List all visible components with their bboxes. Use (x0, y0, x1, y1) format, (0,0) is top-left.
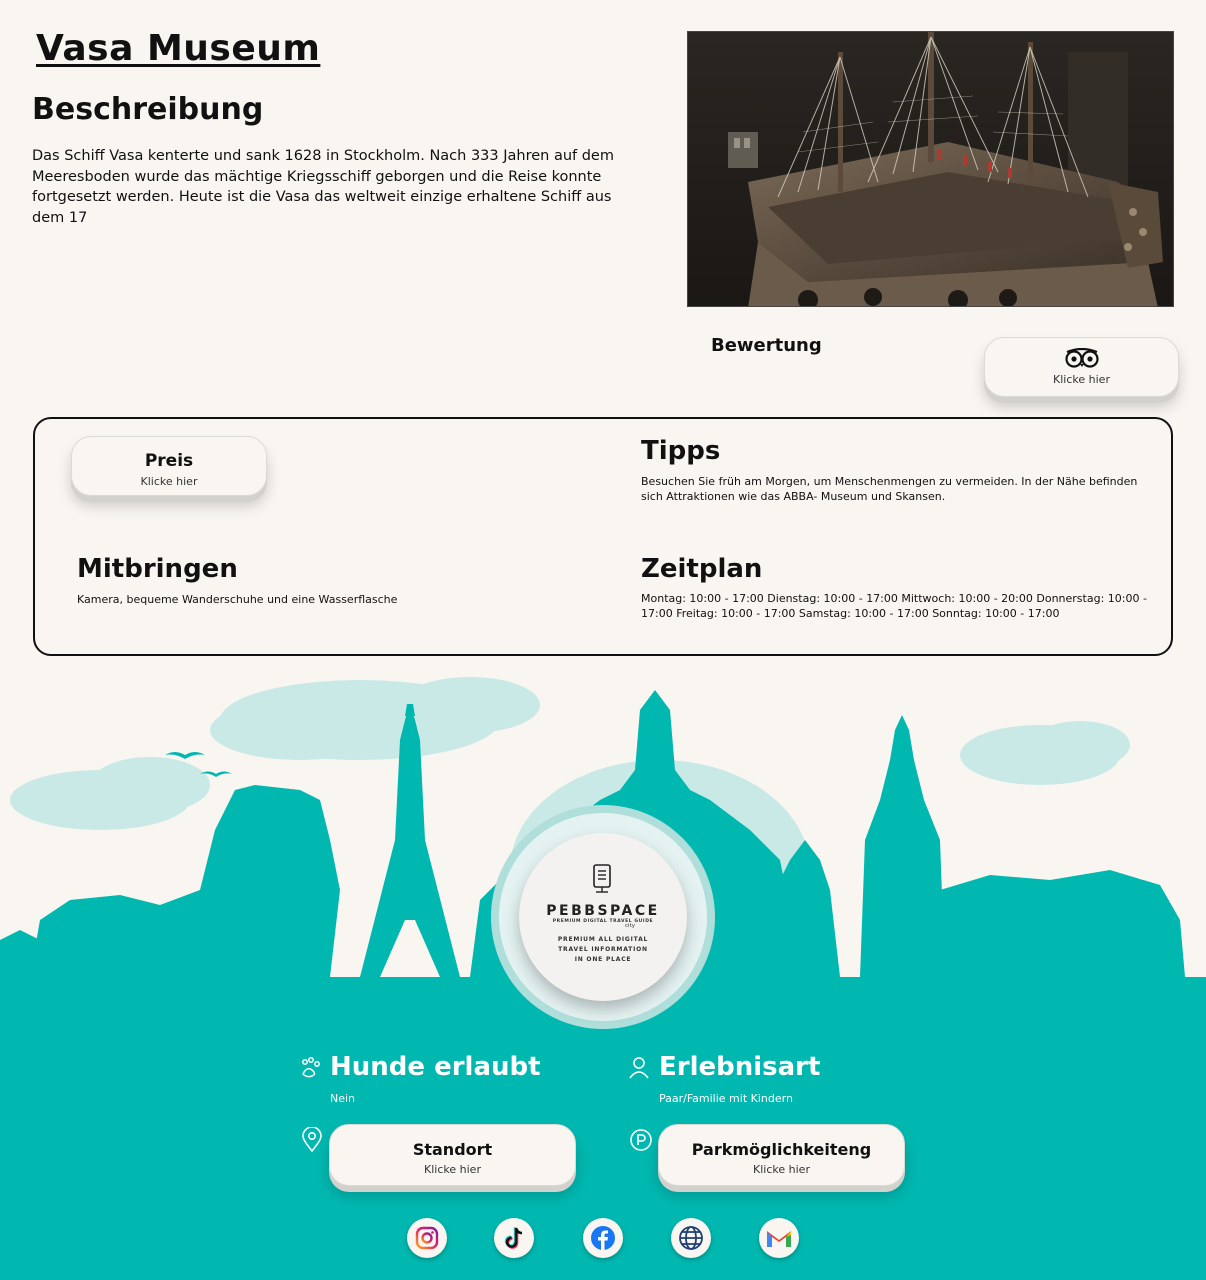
instagram-icon[interactable] (407, 1218, 447, 1258)
location-button-title: Standort (412, 1140, 493, 1159)
description-heading: Beschreibung (32, 92, 264, 127)
page-title: Vasa Museum (36, 28, 321, 69)
price-button-title: Preis (144, 451, 194, 471)
schedule-heading: Zeitplan (641, 554, 763, 584)
paw-icon (299, 1056, 323, 1084)
gmail-icon[interactable] (759, 1218, 799, 1258)
logo-city: city (625, 923, 635, 929)
parking-icon (629, 1128, 653, 1156)
experience-value: Paar/Familie mit Kindern (659, 1092, 793, 1105)
schedule-text: Montag: 10:00 - 17:00 Dienstag: 10:00 - 17:00 Mittwoch: 10:00 - 20:00 Donnerstag: 10:00 - 17:00 Freitag: 10:00 - 17:00 Samstag: 10:00 - 17:00 Sonntag: 10:00 - 17:00 (641, 592, 1147, 620)
museum-photo (687, 31, 1174, 307)
tripadvisor-button[interactable] (984, 337, 1179, 397)
parking-button[interactable] (658, 1124, 905, 1186)
parking-button-sub: Klicke hier (753, 1163, 810, 1176)
globe-icon[interactable] (671, 1218, 711, 1258)
rating-label: Bewertung (711, 335, 822, 356)
bring-text: Kamera, bequeme Wanderschuhe und eine Wasserflasche (77, 593, 398, 606)
dogs-allowed-heading: Hunde erlaubt (330, 1052, 541, 1082)
logo-name: PEBBSPACE (546, 903, 660, 919)
dogs-allowed-value: Nein (330, 1092, 356, 1105)
guide-document-icon (590, 880, 616, 899)
tiktok-icon[interactable] (494, 1218, 534, 1258)
parking-button-title: Parkmöglichkeiteng (691, 1140, 872, 1159)
tips-text: Besuchen Sie früh am Morgen, um Menschenmengen zu vermeiden. In der Nähe befinden sich Attraktionen wie das ABBA- Museum und Skansen. (641, 475, 1138, 503)
location-button[interactable] (329, 1124, 576, 1186)
location-button-sub: Klicke hier (424, 1163, 481, 1176)
description-text: Das Schiff Vasa kenterte und sank 1628 in Stockholm. Nach 333 Jahren auf dem Meeresboden wurde das mächtige Kriegsschiff geborgen und die Reise konnte fortgesetzt werden. Heute ist die Vasa das weltweit einzige erhaltene Schiff aus dem 17 (32, 148, 614, 226)
logo-tagline: PREMIUM DIGITAL TRAVEL GUIDE (552, 919, 654, 924)
pebbspace-logo (519, 833, 687, 1001)
tripadvisor-owl-icon (1064, 353, 1100, 372)
tripadvisor-button-sub: Klicke hier (1053, 373, 1110, 386)
facebook-icon[interactable] (583, 1218, 623, 1258)
bring-heading: Mitbringen (77, 554, 238, 584)
person-icon (628, 1056, 650, 1084)
experience-heading: Erlebnisart (659, 1052, 821, 1082)
tips-heading: Tipps (641, 436, 721, 466)
logo-motto: PREMIUM ALL DIGITAL TRAVEL INFORMATION IN ONE PLACE (557, 936, 649, 963)
price-button[interactable] (71, 436, 267, 496)
map-pin-icon (301, 1127, 323, 1157)
price-button-sub: Klicke hier (140, 475, 198, 488)
